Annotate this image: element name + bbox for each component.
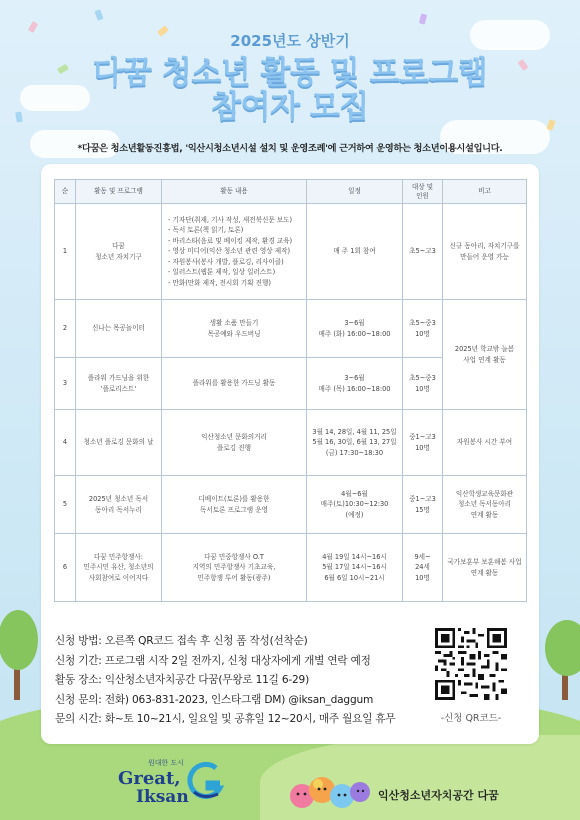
qr-code-icon[interactable] xyxy=(435,628,507,700)
logo-text-line2: Iksan xyxy=(136,787,189,807)
qr-section xyxy=(433,628,509,724)
program-note: 국가보훈부 보훈해봄 사업 연계 활동 xyxy=(443,534,527,602)
table-row xyxy=(55,410,527,476)
program-target: 중1~고3 10명 xyxy=(403,410,443,476)
table-row xyxy=(55,534,527,602)
title-line-2: 참여자 모집 xyxy=(211,89,369,125)
daggum-logo xyxy=(288,772,538,812)
row-number: 4 xyxy=(55,410,76,476)
program-name: 플라워 가드닝을 위한 '플로리스트' xyxy=(76,358,162,410)
program-table xyxy=(54,179,527,602)
apply-method: 신청 방법: 오른쪽 QR코드 접속 후 신청 폼 작성(선착순) xyxy=(55,635,308,647)
contact-info: 신청 문의: 전화) 063-831-2023, 인스타그램 DM) @iksan_daggum xyxy=(55,693,374,706)
program-target: 중1~고3 15명 xyxy=(403,476,443,534)
activity-place: 활동 장소: 익산청소년자치공간 다꿈(무왕로 11길 6-29) xyxy=(55,674,310,686)
program-target: 초5~고3 xyxy=(403,204,443,300)
program-content: - 기자단(취재, 기사 작성, 새전북신문 보도) - 독서 토론(책 읽기, 토론) - 바리스타(음료 및 베이킹 제작, 환경 교육) - 영상 미디어(익산 청소년 관련 영상 제작) - 자원봉사(봉사 개발, 플로깅, 리사이클) - 일러스트(웹툰 제작, 일상 일러스트) - 만화(만화 제작, 전시회 기획 진행) xyxy=(162,204,307,300)
program-content: 플라워를 활용한 가드닝 활동 xyxy=(162,358,307,410)
program-schedule: 3~6월 매주 (화) 16:00~18:00 xyxy=(307,300,403,358)
inquiry-hours: 문의 시간: 화~토 10~21시, 일요일 및 공휴일 12~20시, 매주 월요일 휴무 xyxy=(55,713,396,725)
program-name: 2025년 청소년 독서 동아리 독서누리 xyxy=(76,476,162,534)
table-row xyxy=(55,476,527,534)
row-number: 3 xyxy=(55,358,76,410)
column-header: 활동 및 프로그램 xyxy=(76,180,162,204)
program-note: 자원봉사 시간 부여 xyxy=(443,410,527,476)
table-header-row xyxy=(55,180,527,204)
organization-name: 익산청소년자치공간 다꿈 xyxy=(378,789,499,802)
qr-caption: -신청 QR코드- xyxy=(440,713,502,724)
page-title xyxy=(0,56,580,124)
logo-text-line1: Great, xyxy=(118,768,181,789)
program-schedule: 매 주 1회 참여 xyxy=(307,204,403,300)
program-note: 2025년 학교밖 늘봄 사업 연계 활동 xyxy=(443,300,527,410)
program-note: 익산학생교육문화관 청소년 독서동아리 연계 활동 xyxy=(443,476,527,534)
program-target: 초5~중3 10명 xyxy=(403,300,443,358)
column-header: 대상 및 인원 xyxy=(403,180,443,204)
program-schedule: 3~6월 매주 (목) 16:00~18:00 xyxy=(307,358,403,410)
program-name: 신나는 목공놀이터 xyxy=(76,300,162,358)
table-row xyxy=(55,300,527,358)
program-content: 익산청소년 문화의거리 플로깅 진행 xyxy=(162,410,307,476)
program-note: 신규 동아리, 자치기구를 만들어 운영 가능 xyxy=(443,204,527,300)
table-row xyxy=(55,204,527,300)
tree-decoration xyxy=(545,620,580,676)
program-content: 다꿈 민중항쟁사 O.T 지역의 민주항쟁사 기초교육, 민주항쟁 투어 활동(광주) xyxy=(162,534,307,602)
row-number: 6 xyxy=(55,534,76,602)
confetti-decoration xyxy=(94,9,103,20)
logo-slogan: 원대한 도시 xyxy=(148,759,185,767)
row-number: 5 xyxy=(55,476,76,534)
mascot-icon xyxy=(288,772,373,812)
confetti-decoration xyxy=(419,13,427,24)
apply-period: 신청 기간: 프로그램 시작 2일 전까지, 신청 대상자에게 개별 연락 예정 xyxy=(55,654,371,667)
application-info xyxy=(55,632,395,730)
notice-text: *다꿈은 청소년활동진흥법, '익산시청소년시설 설치 및 운영조례'에 근거하여 운영하는 청소년이용시설입니다. xyxy=(77,143,503,154)
program-name: 다꿈 청소년 자치기구 xyxy=(76,204,162,300)
swirl-icon xyxy=(186,762,226,802)
title-line-1: 다꿈 청소년 활동 및 프로그램 xyxy=(92,55,488,91)
row-number: 2 xyxy=(55,300,76,358)
column-header: 비고 xyxy=(443,180,527,204)
program-content: 생활 소품 만들기 목공예와 우드버닝 xyxy=(162,300,307,358)
column-header: 일정 xyxy=(307,180,403,204)
column-header: 활동 내용 xyxy=(162,180,307,204)
program-schedule: 4월 19일 14시~16시 5월 17일 14시~16시 6월 6일 10시~21시 xyxy=(307,534,403,602)
program-target: 9세~ 24세 10명 xyxy=(403,534,443,602)
row-number: 1 xyxy=(55,204,76,300)
great-iksan-logo xyxy=(108,758,228,808)
program-schedule: 4월~6월 매주(토)10:30~12:30 (예정) xyxy=(307,476,403,534)
program-schedule: 3월 14, 28일, 4월 11, 25일 5월 16, 30일, 6월 13, 27일 (금) 17:30~18:30 xyxy=(307,410,403,476)
program-target: 초5~중3 10명 xyxy=(403,358,443,410)
column-header: 순 xyxy=(55,180,76,204)
content-card xyxy=(41,164,539,744)
subtitle: 2025년도 상반기 xyxy=(230,32,350,50)
program-content: 디베이트(토론)를 활용한 독서토론 프로그램 운영 xyxy=(162,476,307,534)
tree-decoration xyxy=(0,610,38,670)
program-name: 다꿈 민주항쟁사: 민주시민 유산, 청소년의 사회참여로 이어지다 xyxy=(76,534,162,602)
program-name: 청소년 플로깅 문화의 날 xyxy=(76,410,162,476)
